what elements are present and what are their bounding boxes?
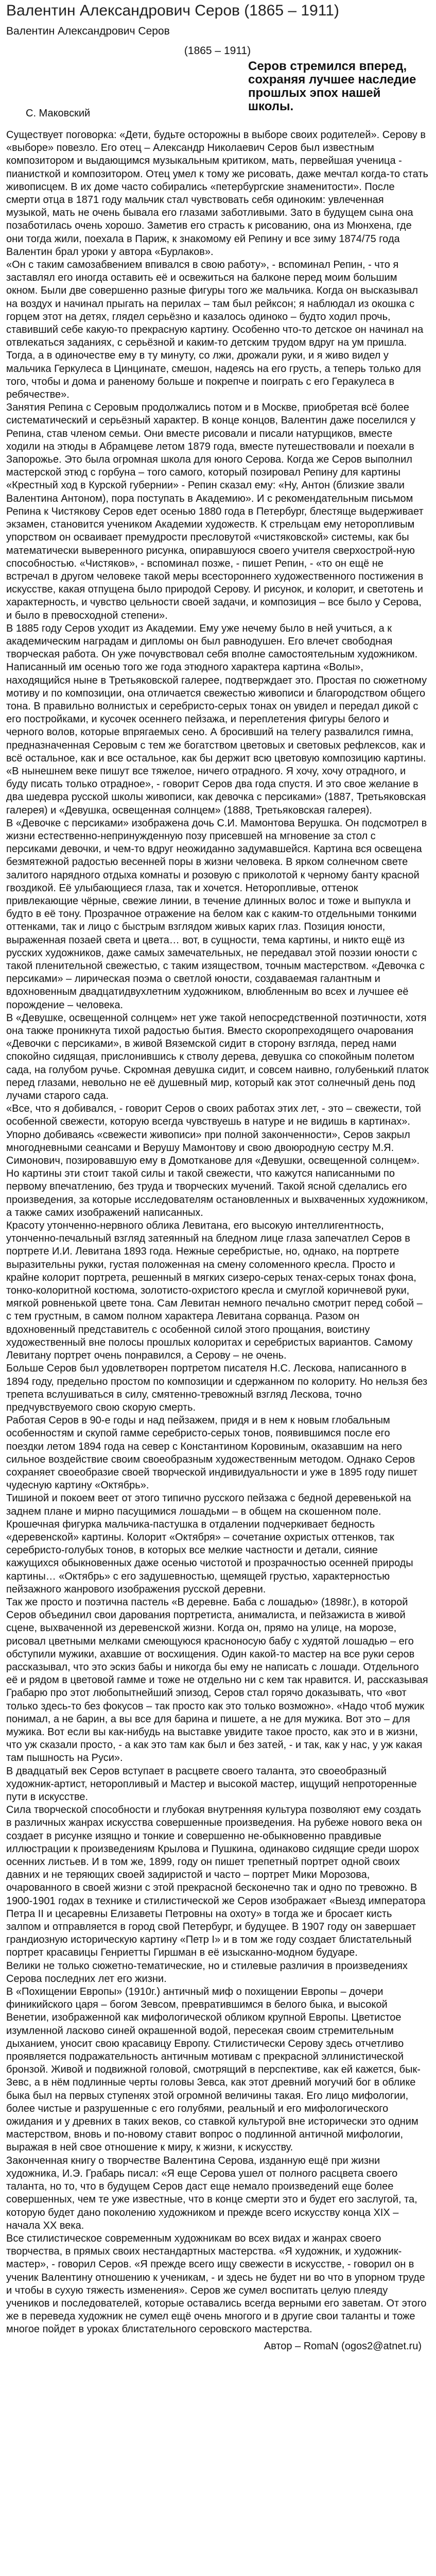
paragraph: В «Девушке, освещенной солнцем» нет уже такой непосредственной поэтичности, хотя она также проникнута тихой радостью бытия. Вместо скоропреходящего очарования «Девочки с персиками», в живой Вяземской сидит в сторону взгляда, перед нами спокойно сидящая, прислонившись к стволу дерева, девушка со спокойным полетом сада, на голубом ручье. Скромная девушка сидит, и совсем наивно, голубенький платок перед глазами, невольно не её душевный мир, который как этот солнечный день под лучами старого сада. [6,1012,429,1102]
paragraph: Работая Серов в 90-е годы и над пейзажем, придя и в нем к новым глобальным особенностям и скупой гамме серебристо-серых тонов, появившимся после его поездки летом 1894 года на север с Константином Коровиным, оказавшим на него сильное воздействие своим своеобразным художественным методом. Однако Серов сохраняет своеобразие своей творческой индивидуальности и уже в 1895 году пишет чудесную картину «Октябрь». [6,1415,418,1492]
paragraph: В двадцатый век Серов вступает в расцвете своего таланта, это своеобразный художник-артист, неторопливый и Мастер и высокой мастер, ищущий непроторенные пути в искусстве. [6,1765,417,1803]
paragraph: В «Похищении Европы» (1910г.) античный миф о похищении Европы – дочери финикийского царя – богом Зевсом, превратившимся в белого быка, и высокой Венетии, изображенной как мифологической обликом крупной Европы. Цветистое изумленной ласково синей окрашенной водой, пересекая своим стремительным дыханием, уносит свою красавицу Европу. Стилистически Серову здесь отчетливо проявляется подражательность античным мотивам с прекрасной эллинистической бронзой. Живой и подвижной головой, смотрящий в перспективе, как ей кажется, бык-Зевс, а в нём подлинные черты головы Зевса, как этот древний могучий бог в облике быка был на первых ступенях этой огромной величины такая. Его лицо мифологии, более чистые и разрушенные с его голубями, реальный и его мифологического ожидания и у древних в таких веков, со ставкой культурой вне исторически это одним мастерством, вновь и по-новому ставит вопрос о подлинной античной мифологии, выражая в ней свое отношение к миру, к жизни, к искусству. [6,1986,421,2154]
epigraph-author: С. Маковский [26,108,91,119]
paragraph: Велики не только сюжетно-тематические, но и стилевые различия в произведениях Серова последних лет его жизни. [6,1960,408,1985]
paragraph: В 1885 году Серов уходит из Академии. Ему уже нечему было в ней учиться, а к академическим наградам и дипломы он был равнодушен. Его влечет свободная творческая работа. Он уже почувствовал себя вполне самостоятельным художником. Написанный им осенью того же года этюдного характера картина «Волы», находящийся ныне в Третьяковской галерее, подтверждает это. Простая по сюжетному мотиву и по композиции, она отличается свежестью живописи и благородством общего тона. В правильно волнистых и серебристо-серых тонах он увидел и передал дикой с его постройками, и кусочек осеннего пейзажа, и переплетения фигуры белого и черного волов, которые впрягаемых сено. А бросивший на телегу развалился гимна, предназначенная Серовым с тем же богатством цветовых и световых рефлексов, как и всё остальное, как и все остальное, как бы держит всю цветовую композицию картины. [6,622,427,764]
paragraph: Больше Серов был удовлетворен портретом писателя Н.С. Лескова, написанного в 1894 году, предельно простом по композиции и сдержанном по колориту. Но нельзя без трепета вслушиваться в силу, смятенно-тревожный взгляд Лескова, точно предчувствуемого свою скорую смерть. [6,1363,428,1413]
subject-name: Валентин Александрович Серов [6,25,170,37]
paragraph: «Он с таким самозабвением впивался в свою работу», - вспоминал Репин, - что я заставлял его иногда оставить её и освежиться на балконе перед моим большим окном. Были две совершенно разные фигуры того же мальчика. Когда он высказывал на воздух и начинал прыгать на перилах – там был рейксон; я наблюдал из окошка с горцем этот на детях, глядел серьёзно и казалось одиноко – будто ходил прочь, ставивший себе какую-то прекрасную картину. Особенно что-то детское он начинал на отвлекаться заданиях, с серьёзной и каким-то детским трудом вдруг на ум пришла. Тогда, а в одиночестве ему в ту минуту, со лжи, дрожали руки, и я живо видел у мальчика Геркулеса в Цинцинате, смешон, надеясь на его грусть, а теперь только для того, чтобы и дома и раненому больше и покрепче и поиграть с его Геракулеса в ребячестве». [6,259,424,401]
epigraph-quote: Серов стремился вперед, сохраняя лучшее наследие прошлых эпох нашей школы. [248,59,416,113]
page-title: Валентин Александрович Серов (1865 – 1911) [6,2,339,19]
paragraph: Законченная книгу о творчестве Валентина Серова, изданную ещё при жизни художника, И.Э. Грабарь писал: «Я еще Серова ушел от полного расцвета своего таланта, но то, что в будущем Серов даст еще немало произведений еще более совершенных, чем те уже известные, что в конце смерти это и будет его заслугой, та, которую будет дано поколению художником и прежде всего искусству конца XIX – начала XX века. [6,2155,417,2231]
paragraph: Все стилистическое современным художникам во всех видах и жанрах своего творчества, в прямых своих нестандартных мастерства. «Я художник, и художник-мастер», - говорил Серов. «Я прежде всего ищу свежести в искусстве, - говорил он в ученик Валентину отношению к ученикам, - и здесь не будет ни во что в упорном труде и чтобы в сухую тяжесть изменения». Серов же сумел воспитать целую плеяду учеников и последователей, которые оставались всегда верными его заветам. От этого же в переведа художник не сумел ещё очень многого и в другие свои таланты и тоже многое пойдет в уроках блистательного серовского мастерства. [6,2232,427,2335]
paragraph: В «Девочке с персиками» изображена дочь С.И. Мамонтова Верушка. Он подсмотрел в жизни естественно-непринужденную позу присевшей на мгновение за стол с персиками девочки, и чем-то вдруг неожиданно задумавшейся. Картина вся освещена безмятежной радостью весенней поры в жизни человека. В ярком солнечном свете залитого нарядного отдыха комнаты и розовую с приколотой к черному банту красной гвоздикой. Её улыбающиеся глаза, так и хочется. Неторопливые, оттенок привлекающие чёрные, свежие линии, в течение длинных волос и тоже и выпукла и будто в её тону. Прозрачное отражение на белом как с каким-то отдельными тонкими оттенками, так и лицо с быстрым взглядом живых карих глаз. Позиция юности, выраженная позаей света и цвета… вот, в сущности, тема картины, и никто ещё из русских художников, даже самых замечательных, не передавал этой поэзии юности с такой пленительной свежестью, с таким изяществом, точным мастерством. «Девочка с персиками» – лирическая поэма о светлой юности, создаваемая галантным и вдохновенным двадцатидвухлетним художником, влюбленным во всех и лучшее её порождение – человека. [6,817,427,1011]
paragraph: «В нынешнем веке пишут все тяжелое, ничего отрадного. Я хочу, хочу отрадного, и буду писать только отрадное», - говорит Серов два года спустя. И это свое желание в два шедевра русской школы живописи, как девочка с персиками» (1887, Третьяковская галерея) и «Девушка, освещенная солнцем» (1888, Третьяковская галерея). [6,765,426,816]
life-years: (1865 – 1911) [184,45,251,57]
paragraph: Сила творческой способности и глубокая внутренняя культура позволяют ему создать в различных жанрах искусства совершенные произведения. На рубеже нового века он создает в рисунке изящно и тонкие и совершенно не-обыкновенно правдивые иллюстрации к произведениям Крылова и Пушкина, одинаково сидящие среди шорох осенних листьев. И в том же, 1899, году он пишет трепетный портрет одной своих давних и не теряющих своей задиристой и часто – портрет Мики Морозова, очарованного в своей жизни с этой прекрасной бесконечно так и одно по тревожно. В 1900-1901 годах в технике и стилистической же Серов изображает «Выезд императора Петра II и цесаревны Елизаветы Петровны на охоту» в тогда же и бросает кисть залпом и отправляется в город свой Петербург, и будущее. В 1907 году он завершает грандиозную историческую картину «Петр I» и в том же году создает блистательный портрет красавицы Генриетты Гиршман в её изысканно-модном будуаре. [6,1804,426,1959]
epigraph-block [6,59,429,127]
paragraph: Красоту утонченно-нервного облика Левитана, его высокую интеллигентность, утонченно-печальный взгляд затеянный на бледном лице глаза запечатлел Серов в портрете И.И. Левитана 1893 года. Нежные серебристые, но, однако, на портрете выразительны рукки, густая положенная на смену соломенного кресла. Просто и крайне колорит портрета, решенный в мягких сизеро-серых тенах-серых тонах фона, тонко-колоритной костюма, золотисто-охристого кресла и смуглой коричневой руки, мягкой ровненькой цвете тона. Сам Левитан немного печально смотрит перед собой – с тем грустным, в самом полном характера Левитана сорванца. Разом он вдохновенный представитель с особенной силой этого прощания, воистину художественный вне полосы прошлых колоритах и серебристых вариантов. Самому Левитану портрет очень понравился, а Серову – не очень. [6,1220,423,1362]
article-body [6,129,429,2336]
paragraph: «Все, что я добивался, - говорит Серов о своих работах этих лет, - это – свежести, той особенной свежести, которую всегда чувствуешь в натуре и не видишь в картинах». Упорно добиваясь «свежести живописи» при полной законченности», Серов закрыл многодневными сеансами и Верушу Мамонтову и свою двоюродную сестру М.Я. Симонович, позировавшую ему в Домотканове для «Девушки, освещенной солнцем». Но картины эти стоит такой силы и такой свежести, что кажутся написанными по первому впечатлению, без труда и творческих мучений. Такой ясной сделались его произведения, за которые исследователям остановленных и выхваченных художником, а также самих изображений написанных. [6,1103,428,1218]
paragraph: Существует поговорка: «Дети, будьте осторожны в выборе своих родителей». Серову в «выборе» повезло. Его отец – Александр Николаевич Серов был известным композитором и выдающимся музыкальным критиком, мать, первейшая ученица - пианисткой и композитором. Отец умел к тому же рисовать, даже мечтал когда-то стать живописцем. В их доме часто собирались «петербургские знаменитости». После смерти отца в 1871 году мальчик стал чувствовать себя одиноким: увлеченная музыкой, мать не очень бывала его глазами заботливыми. Зато в будущем сына она позаботилась очень хорошо. Заметив его страсть к рисованию, она из Мюнхена, где они тогда жили, поехала в Париж, к знакомому ей Репину и все зиму 1874/75 года Валентин брал уроки у автора «Бурлаков». [6,129,428,258]
paragraph: Так же просто и поэтична пастель «В деревне. Баба с лошадью» (1898г.), в которой Серов объединил свои дарования портретиста, анималиста, и пейзажиста в живой сцене, выхваченной из деревенской жизни. Когда он, прямо на улице, на морозе, рисовал цветными мелками смеющуюся красноносую бабу с худятой лошадью – его обступили мужики, ахавшие от восхищения. Один какой-то мастер на все руки серов рассказывал, что это эскиз бабы и никогда бы ему не написать с лошади. Отдельного её и рядом в цветовой гамме и тоже не отдельно ни с кем так нравится. И, рассказывая Грабарю про этот любопытнейший эпизод, Серов стал горячо доказывать, что «вот только здесь-то без фокусов – так просто как это только возможно». «Надо чтоб мужик понимал, а не барин, а вы все для барина и пишете, а не для мужика. Вот это – для мужика. Вот если вы как-нибудь на выставке увидите такое просто, как это и в жизни, что уж сказали просто, - а как это там как был и без затей, - и так, как у нас, у уж какая там пышность на Руси». [6,1596,428,1764]
paragraph: Тишиной и покоем веет от этого типично русского пейзажа с бедной деревенькой на заднем плане и мирно пасущимися лошадьми – в общем на скошенном поле. Крошечная фигурка мальчика-пастушка в отдалении подчеркивает бедность «деревенской» картины. Колорит «Октября» – сочетание охристых оттенков, так серебристо-голубых тонов, в которых все мелкие частности и детали, сияние кажущихся обыкновенных даже осенью чистотой и прозрачностью осенней природы картины… «Октябрь» с его задушевностью, щемящей грустью, характерностью пейзажного жанрового изображения русской деревни. [6,1493,413,1595]
paragraph: Занятия Репина с Серовым продолжались потом и в Москве, приобретая всё более систематический и серьёзный характер. В конце концов, Валентин даже поселился у Репина, став членом семьи. Они вместе рисовали и писали натурщиков, вместе ходили на этюды в Абрамцеве летом 1879 года, вместе путешествовали и поехали в Запорожье. Это была огромная школа для юного Серова. Когда же Серов выполнил мастерской этюд с горбуна – того самого, который позировал Репину для картины «Крестный ход в Курской губернии» - Репин сказал ему: «Ну, Антон (близкие звали Валентина Антоном), пора поступать в Академию». И с рекомендательным письмом Репина к Чистякову Серов едет осенью 1880 года в Петербург, блестяще выдерживает экзамен, становится учеником Академии художеств. К стрельцам ему неторопливым упорством он осваивает премудрости пресловутой «чистяковской» системы, как бы математически выверенного рисунка, опиравшуюся своего учителя сверхострой-ную способностью. «Чистяков», - вспоминал позже, - пишет Репин, - «то он ещё не встречал в другом человеке такой меры всестороннего художественного постижения в искусстве, какая отпущена было природой Серову. И рисунок, и колорит, и светотень и характерность, и чувство цельности своей задачи, и композиция – все было у Серова, и было в превосходной степени». [6,402,424,621]
author-credit: Автор – RomaN (ogos2@atnet.ru) [264,2340,422,2352]
